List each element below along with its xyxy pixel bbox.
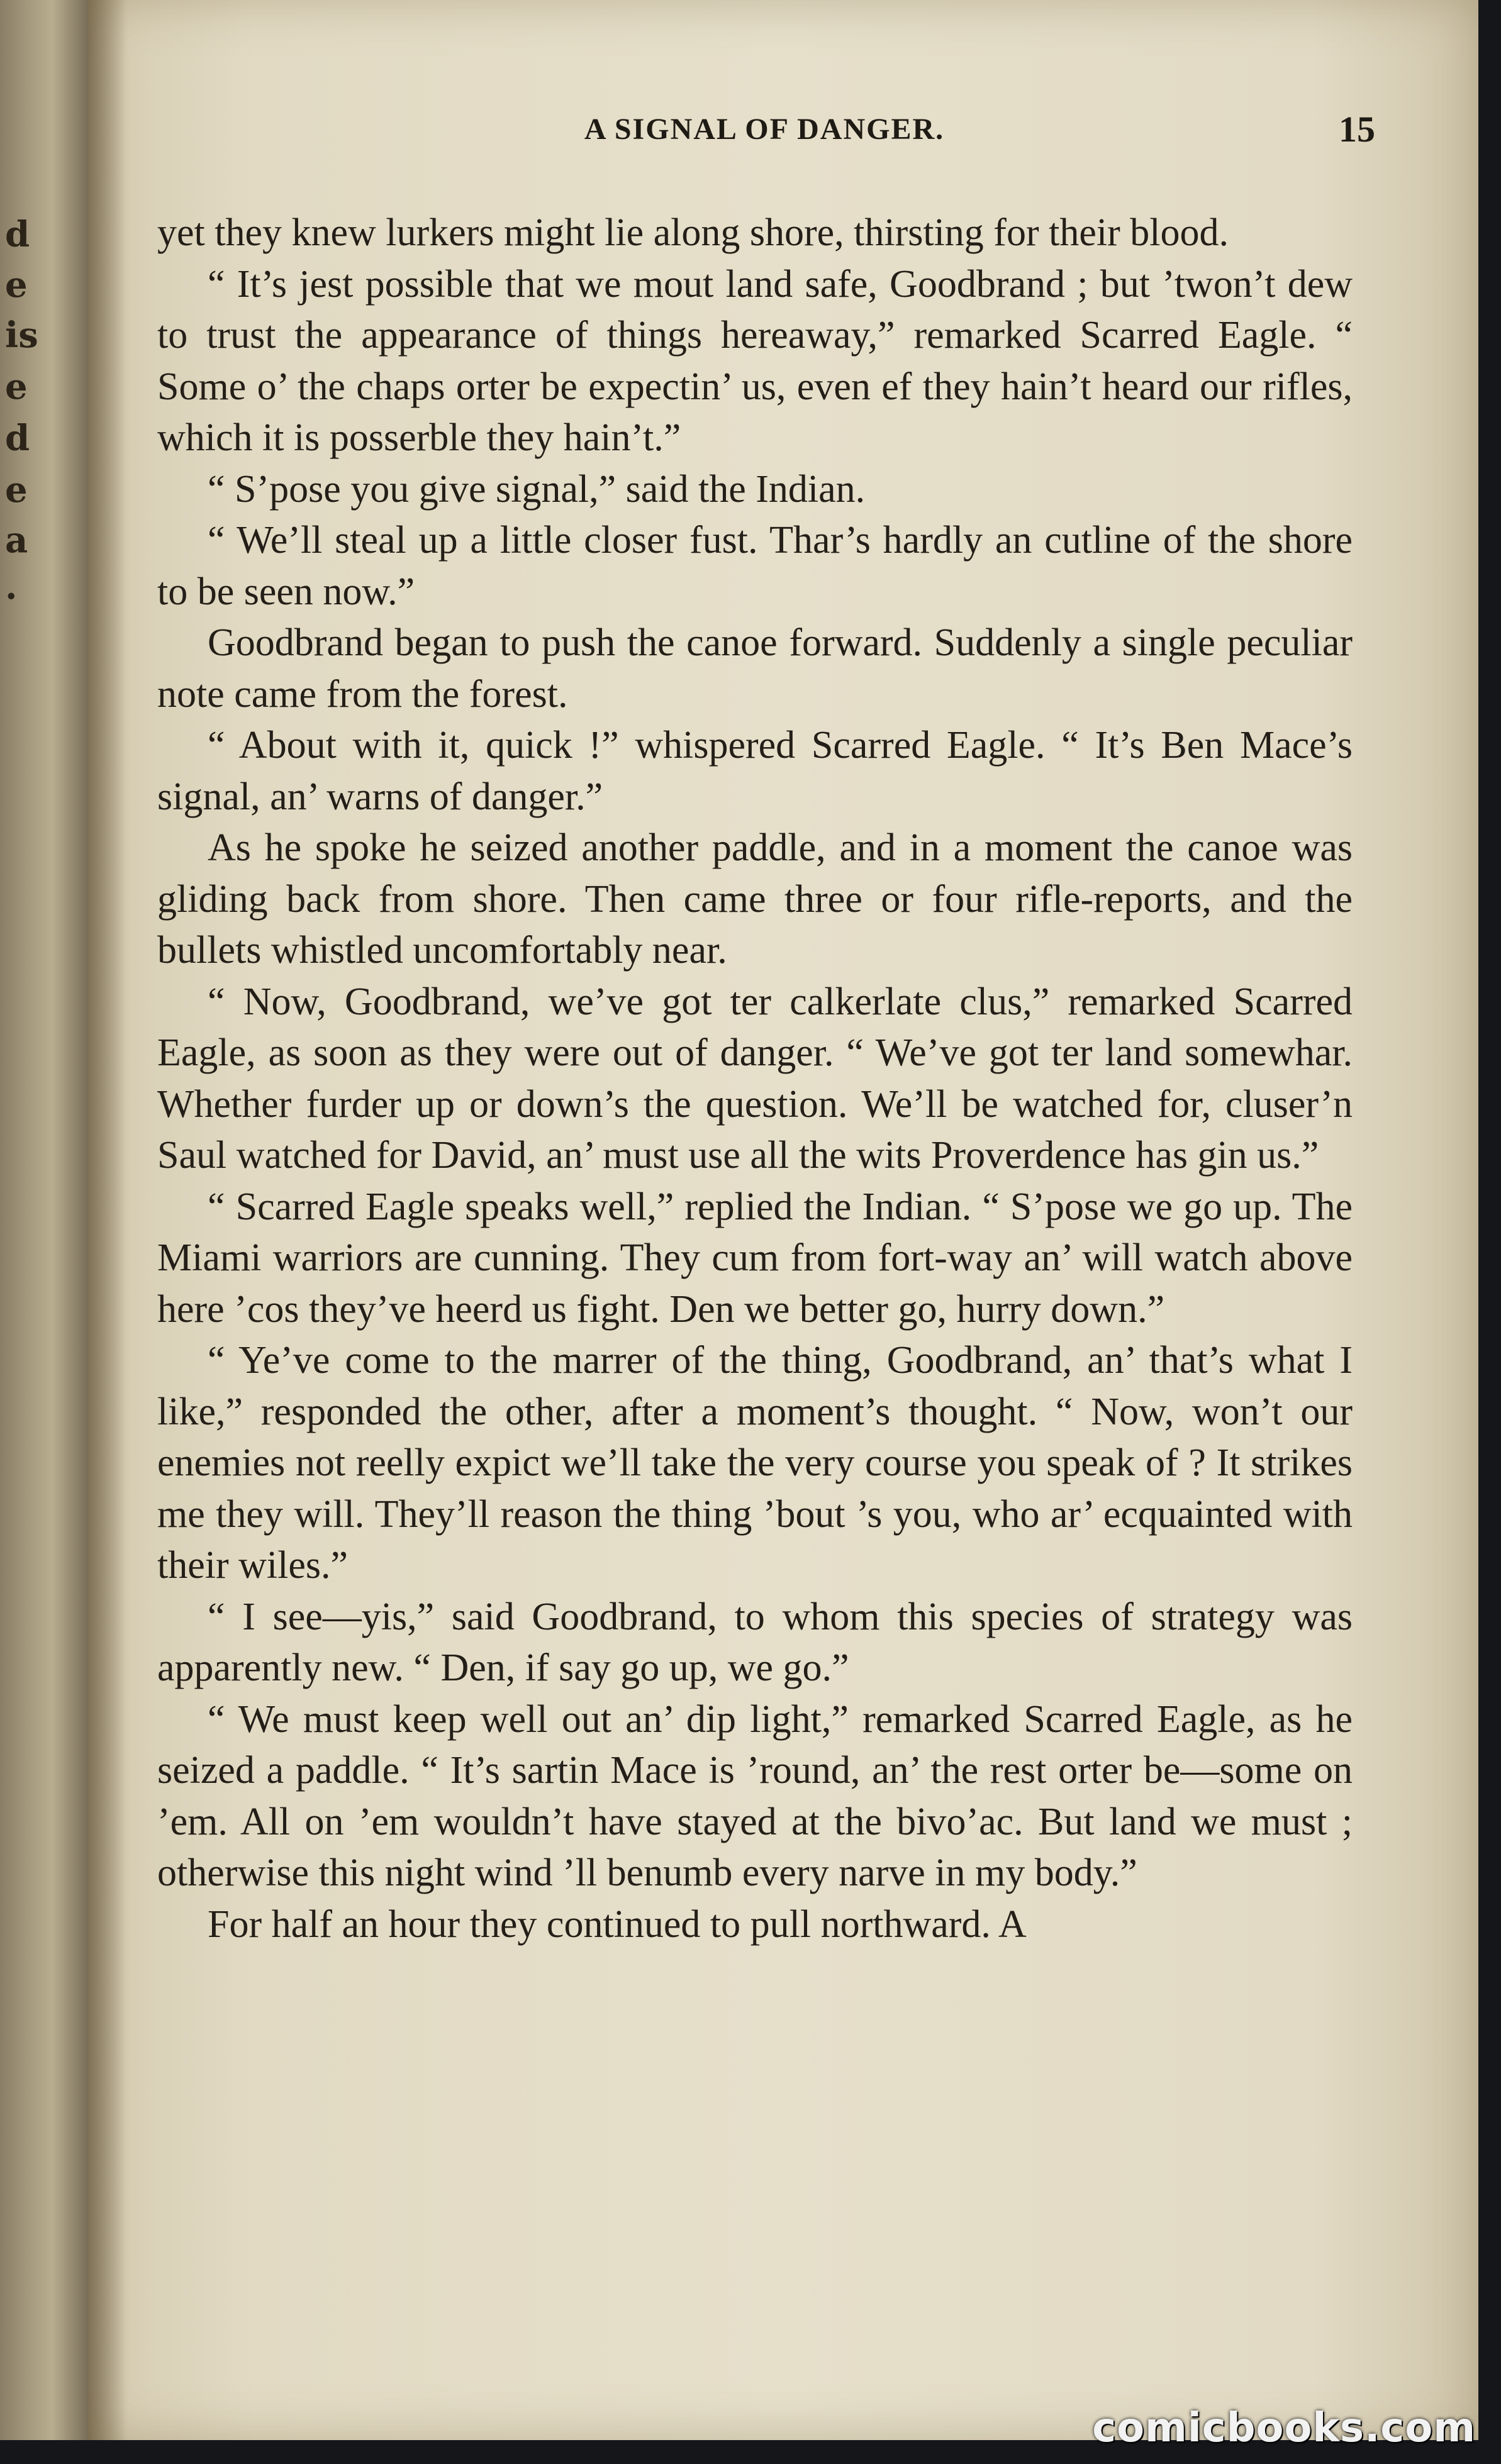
- paragraph: For half an hour they continued to pull northward. A: [208, 1902, 1027, 1946]
- facing-page-fragment: e: [5, 366, 28, 408]
- facing-page-fragment: a: [5, 519, 28, 561]
- body-text: [157, 208, 1353, 1950]
- running-head: A SIGNAL OF DANGER.: [584, 113, 945, 146]
- page-gutter-shadow: [88, 0, 126, 2440]
- paragraph: “ Now, Goodbrand, we’ve got ter calkerlate clus,” remarked Scarred Eagle, as soon as they were out of danger. “ We’ve got ter land somewhar. Whether furder up or down’s the question. We’ll be watched for, cluser’n Saul watched for David, an’ must use all the wits Proverdence has gin us.”: [157, 980, 1353, 1177]
- paragraph: “ About with it, quick !” whispered Scarred Eagle. “ It’s Ben Mace’s signal, an’ warns of danger.”: [157, 724, 1353, 818]
- facing-page-edge: [0, 0, 94, 2440]
- paragraph: “ Ye’ve come to the marrer of the thing, Goodbrand, an’ that’s what I like,” responded the other, after a moment’s thought. “ Now, won’t our enemies not reelly expict we’ll take the very course you speak of ? It strikes me they will. They’ll reason the thing ’bout ’s you, who ar’ ecquainted with their wiles.”: [157, 1339, 1353, 1587]
- facing-page-fragment: e: [5, 264, 28, 306]
- page-number: 15: [1339, 109, 1375, 150]
- facing-page-fragment: is: [5, 314, 38, 356]
- paragraph: Goodbrand began to push the canoe forward. Suddenly a single peculiar note came from the forest.: [157, 621, 1353, 716]
- paragraph: “ We’ll steal up a little closer fust. Thar’s hardly an cutline of the shore to be seen now.”: [157, 519, 1353, 613]
- paragraph: yet they knew lurkers might lie along shore, thirsting for their blood.: [157, 211, 1229, 254]
- watermark: comicbooks.com: [1092, 2405, 1476, 2451]
- facing-page-fragment: d: [5, 418, 30, 459]
- paragraph: “ I see—yis,” said Goodbrand, to whom this species of strategy was apparently new. “ Den, if say go up, we go.”: [157, 1595, 1353, 1689]
- paragraph: “ Scarred Eagle speaks well,” replied the Indian. “ S’pose we go up. The Miami warriors are cunning. They cum from fort-way an’ will watch above here ’cos they’ve heerd us fight. Den we better go, hurry down.”: [157, 1185, 1353, 1331]
- facing-page-fragment: e: [5, 469, 28, 511]
- facing-page-fragment: .: [5, 566, 18, 608]
- facing-page-fragment: d: [5, 214, 30, 255]
- paragraph: “ We must keep well out an’ dip light,” remarked Scarred Eagle, as he seized a paddle. “ It’s sartin Mace is ’round, an’ the rest orter be—some on ’em. All on ’em wouldn’t have stayed at the bivo’ac. But land we must ; otherwise this night wind ’ll benumb every narve in my body.”: [157, 1697, 1353, 1894]
- paragraph: “ It’s jest possible that we mout land safe, Goodbrand ; but ’twon’t dew to trust the appearance of things hereaway,” remarked Scarred Eagle. “ Some o’ the chaps orter be expectin’ us, even ef they hain’t heard our rifles, which it is posserble they hain’t.”: [157, 262, 1353, 459]
- paragraph: “ S’pose you give signal,” said the Indian.: [208, 467, 866, 511]
- paragraph: As he spoke he seized another paddle, and in a moment the canoe was gliding back from shore. Then came three or four rifle-reports, and the bullets whistled uncomfortably near.: [157, 826, 1353, 972]
